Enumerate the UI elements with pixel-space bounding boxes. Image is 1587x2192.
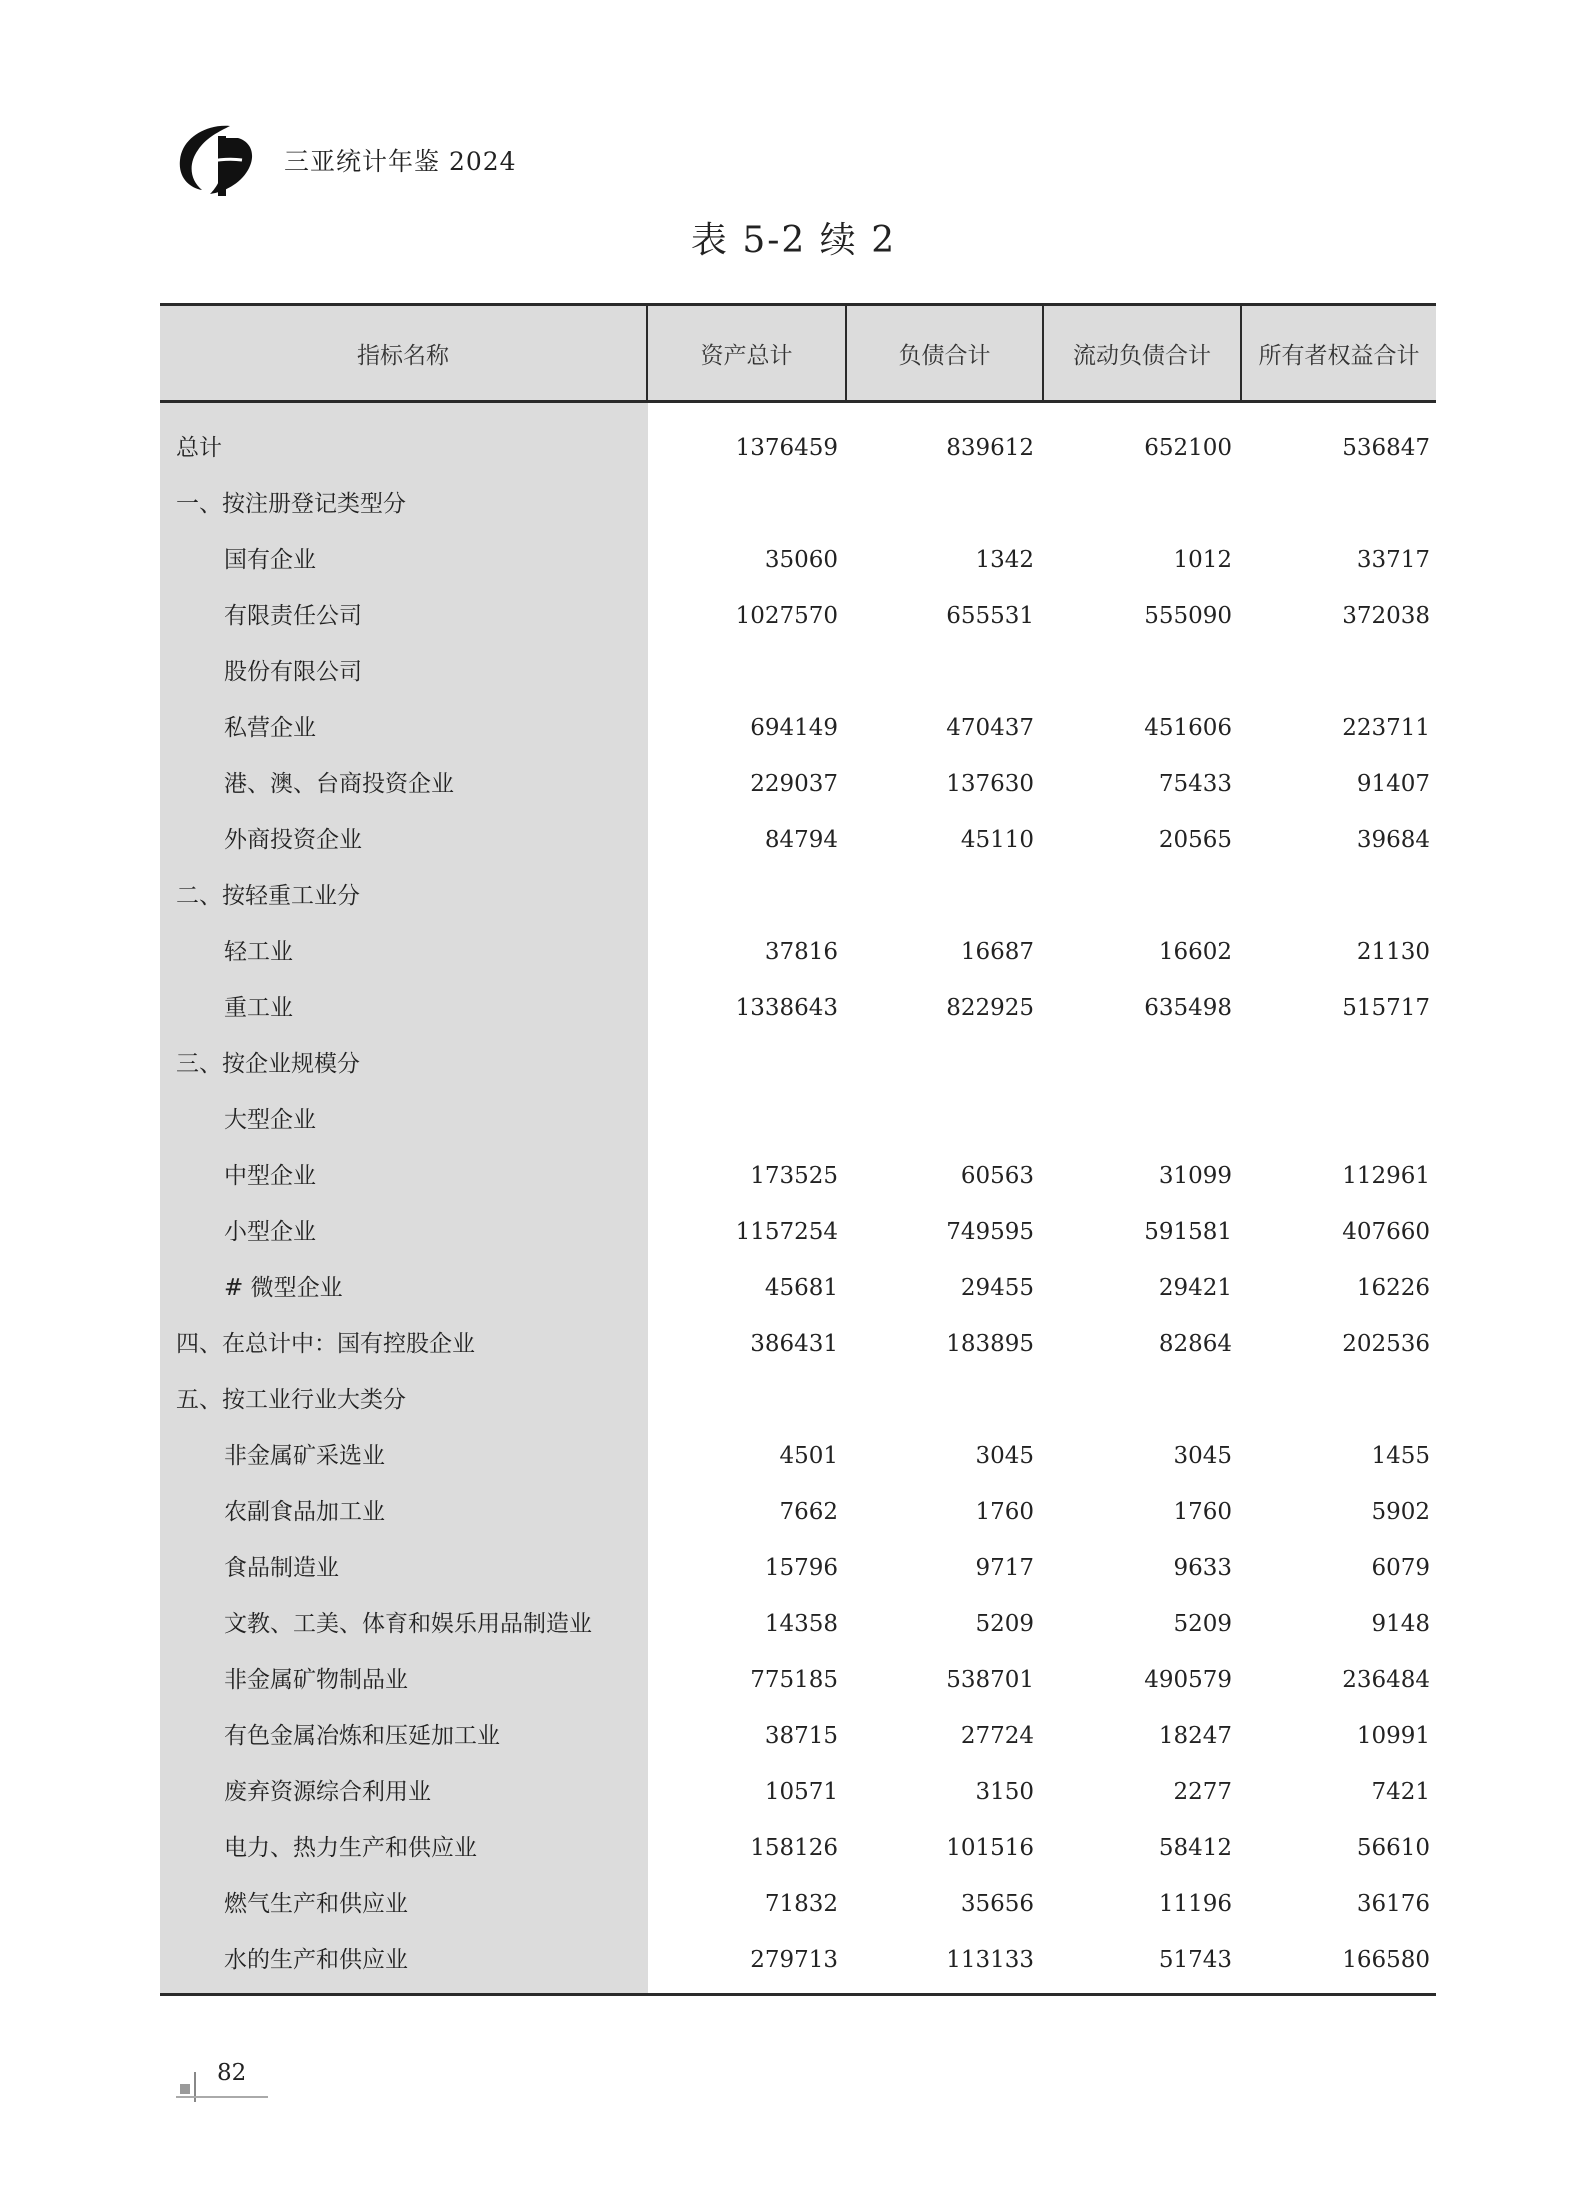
- column-header-total-assets: 资产总计: [700, 342, 793, 369]
- value-cell: 29455: [960, 1275, 1034, 1301]
- value-cell: 15796: [764, 1555, 838, 1581]
- table-row: [160, 1380, 1436, 1436]
- value-cell: 9148: [1371, 1611, 1430, 1637]
- value-cell: 1455: [1371, 1443, 1430, 1469]
- row-label: 中型企业: [224, 1163, 316, 1189]
- value-cell: 45681: [764, 1275, 838, 1301]
- row-label: 五、按工业行业大类分: [176, 1387, 406, 1413]
- row-label: 国有企业: [224, 547, 316, 573]
- row-label: 外商投资企业: [224, 827, 362, 853]
- value-cell: 75433: [1158, 771, 1232, 797]
- value-cell: 1338643: [735, 995, 838, 1021]
- yearbook-title: 三亚统计年鉴 2024: [284, 147, 517, 176]
- value-cell: 18247: [1158, 1723, 1232, 1749]
- value-cell: 166580: [1342, 1947, 1430, 1973]
- table-row: [160, 876, 1436, 932]
- value-cell: 10571: [764, 1779, 838, 1805]
- value-cell: 3045: [1173, 1443, 1232, 1469]
- value-cell: 158126: [750, 1835, 838, 1861]
- value-cell: 536847: [1342, 435, 1430, 461]
- value-cell: 16687: [960, 939, 1034, 965]
- row-label: 总计: [176, 435, 222, 461]
- table-row: [160, 1716, 1436, 1772]
- value-cell: 35656: [960, 1891, 1034, 1917]
- value-cell: 591581: [1144, 1219, 1232, 1245]
- table-body: [160, 428, 1436, 1996]
- value-cell: 490579: [1144, 1667, 1232, 1693]
- value-cell: 652100: [1144, 435, 1232, 461]
- row-label: 四、在总计中：国有控股企业: [176, 1331, 475, 1357]
- value-cell: 29421: [1158, 1275, 1232, 1301]
- table-row: [160, 1828, 1436, 1884]
- value-cell: 31099: [1158, 1163, 1232, 1189]
- table-title: 表 5-2 续 2: [690, 220, 897, 261]
- value-cell: 7421: [1371, 1779, 1430, 1805]
- value-cell: 2277: [1173, 1779, 1232, 1805]
- value-cell: 16602: [1158, 939, 1232, 965]
- value-cell: 58412: [1158, 1835, 1232, 1861]
- row-label: 燃气生产和供应业: [224, 1891, 408, 1917]
- table-row: [160, 1324, 1436, 1380]
- table-row: [160, 1492, 1436, 1548]
- page-number: 82: [217, 2060, 247, 2086]
- row-label: 文教、工美、体育和娱乐用品制造业: [224, 1611, 592, 1637]
- value-cell: 1157254: [735, 1219, 838, 1245]
- table-row: [160, 428, 1436, 484]
- row-label: 重工业: [224, 995, 293, 1021]
- value-cell: 51743: [1158, 1947, 1232, 1973]
- table-row: [160, 1772, 1436, 1828]
- value-cell: 515717: [1342, 995, 1430, 1021]
- value-cell: 183895: [946, 1331, 1034, 1357]
- column-header-current-liabilities: 流动负债合计: [1073, 342, 1211, 369]
- row-label: 私营企业: [224, 715, 316, 741]
- value-cell: 7662: [779, 1499, 838, 1525]
- table-row: [160, 764, 1436, 820]
- row-label: 股份有限公司: [224, 659, 362, 685]
- value-cell: 3150: [975, 1779, 1034, 1805]
- value-cell: 45110: [960, 827, 1034, 853]
- value-cell: 470437: [946, 715, 1034, 741]
- value-cell: 6079: [1371, 1555, 1430, 1581]
- value-cell: 27724: [960, 1723, 1034, 1749]
- table-row: [160, 484, 1436, 540]
- value-cell: 555090: [1144, 603, 1232, 629]
- value-cell: 372038: [1342, 603, 1430, 629]
- value-cell: 84794: [764, 827, 838, 853]
- table-row: [160, 596, 1436, 652]
- row-label: 电力、热力生产和供应业: [224, 1835, 477, 1861]
- value-cell: 11196: [1158, 1891, 1232, 1917]
- table-row: [160, 1660, 1436, 1716]
- value-cell: 5902: [1371, 1499, 1430, 1525]
- value-cell: 16226: [1356, 1275, 1430, 1301]
- table-header-rule: [160, 400, 1436, 403]
- row-label: 食品制造业: [224, 1555, 339, 1581]
- value-cell: 113133: [946, 1947, 1034, 1973]
- value-cell: 60563: [960, 1163, 1034, 1189]
- row-label: 轻工业: [224, 939, 293, 965]
- value-cell: 538701: [946, 1667, 1034, 1693]
- row-label: 小型企业: [224, 1219, 316, 1245]
- table-row: [160, 708, 1436, 764]
- value-cell: 236484: [1342, 1667, 1430, 1693]
- value-cell: 56610: [1356, 1835, 1430, 1861]
- table-row: [160, 1268, 1436, 1324]
- value-cell: 112961: [1342, 1163, 1430, 1189]
- value-cell: 9633: [1173, 1555, 1232, 1581]
- value-cell: 223711: [1342, 715, 1430, 741]
- column-header-total-liabilities: 负债合计: [898, 342, 991, 369]
- value-cell: 137630: [946, 771, 1034, 797]
- value-cell: 37816: [764, 939, 838, 965]
- value-cell: 229037: [750, 771, 838, 797]
- row-label: 非金属矿采选业: [224, 1443, 385, 1469]
- value-cell: 1027570: [735, 603, 838, 629]
- table-row: [160, 988, 1436, 1044]
- value-cell: 91407: [1356, 771, 1430, 797]
- value-cell: 451606: [1144, 715, 1232, 741]
- row-label: 二、按轻重工业分: [176, 883, 360, 909]
- value-cell: 202536: [1342, 1331, 1430, 1357]
- value-cell: 1012: [1173, 547, 1232, 573]
- value-cell: 839612: [946, 435, 1034, 461]
- value-cell: 5209: [975, 1611, 1034, 1637]
- row-label: # 微型企业: [224, 1275, 343, 1301]
- value-cell: 1760: [975, 1499, 1034, 1525]
- row-label: 有限责任公司: [224, 603, 362, 629]
- value-cell: 3045: [975, 1443, 1034, 1469]
- table-row: [160, 652, 1436, 708]
- row-label: 废弃资源综合利用业: [224, 1779, 431, 1805]
- table-row: [160, 1156, 1436, 1212]
- table-row: [160, 820, 1436, 876]
- value-cell: 21130: [1356, 939, 1430, 965]
- row-label: 一、按注册登记类型分: [176, 491, 406, 517]
- table-row: [160, 1044, 1436, 1100]
- table-row: [160, 1604, 1436, 1660]
- table-row: [160, 1548, 1436, 1604]
- value-cell: 4501: [779, 1443, 838, 1469]
- value-cell: 5209: [1173, 1611, 1232, 1637]
- table-row: [160, 1884, 1436, 1940]
- value-cell: 407660: [1342, 1219, 1430, 1245]
- table-row: [160, 1212, 1436, 1268]
- value-cell: 14358: [764, 1611, 838, 1637]
- value-cell: 1376459: [735, 435, 838, 461]
- table-row: [160, 1436, 1436, 1492]
- value-cell: 39684: [1356, 827, 1430, 853]
- row-label: 三、按企业规模分: [176, 1051, 360, 1077]
- value-cell: 35060: [764, 547, 838, 573]
- row-label: 水的生产和供应业: [224, 1947, 408, 1973]
- value-cell: 9717: [975, 1555, 1034, 1581]
- table-row: [160, 932, 1436, 988]
- value-cell: 33717: [1356, 547, 1430, 573]
- value-cell: 36176: [1356, 1891, 1430, 1917]
- value-cell: 38715: [764, 1723, 838, 1749]
- value-cell: 101516: [946, 1835, 1034, 1861]
- row-label: 港、澳、台商投资企业: [224, 771, 454, 797]
- table-row: [160, 540, 1436, 596]
- value-cell: 82864: [1158, 1331, 1232, 1357]
- value-cell: 71832: [764, 1891, 838, 1917]
- column-header-owners-equity: 所有者权益合计: [1258, 342, 1420, 369]
- value-cell: 655531: [946, 603, 1034, 629]
- table-row: [160, 1940, 1436, 1996]
- value-cell: 822925: [946, 995, 1034, 1021]
- value-cell: 173525: [750, 1163, 838, 1189]
- row-label: 农副食品加工业: [224, 1499, 385, 1525]
- yearbook-logo-icon: [172, 120, 256, 200]
- value-cell: 749595: [946, 1219, 1034, 1245]
- value-cell: 1760: [1173, 1499, 1232, 1525]
- value-cell: 775185: [750, 1667, 838, 1693]
- row-label: 有色金属冶炼和压延加工业: [224, 1723, 500, 1749]
- value-cell: 1342: [975, 547, 1034, 573]
- row-label: 非金属矿物制品业: [224, 1667, 408, 1693]
- column-header-indicator: 指标名称: [357, 342, 449, 369]
- value-cell: 10991: [1356, 1723, 1430, 1749]
- value-cell: 635498: [1144, 995, 1232, 1021]
- row-label: 大型企业: [224, 1107, 316, 1133]
- value-cell: 20565: [1158, 827, 1232, 853]
- table-row: [160, 1100, 1436, 1156]
- value-cell: 279713: [750, 1947, 838, 1973]
- value-cell: 386431: [750, 1331, 838, 1357]
- value-cell: 694149: [750, 715, 838, 741]
